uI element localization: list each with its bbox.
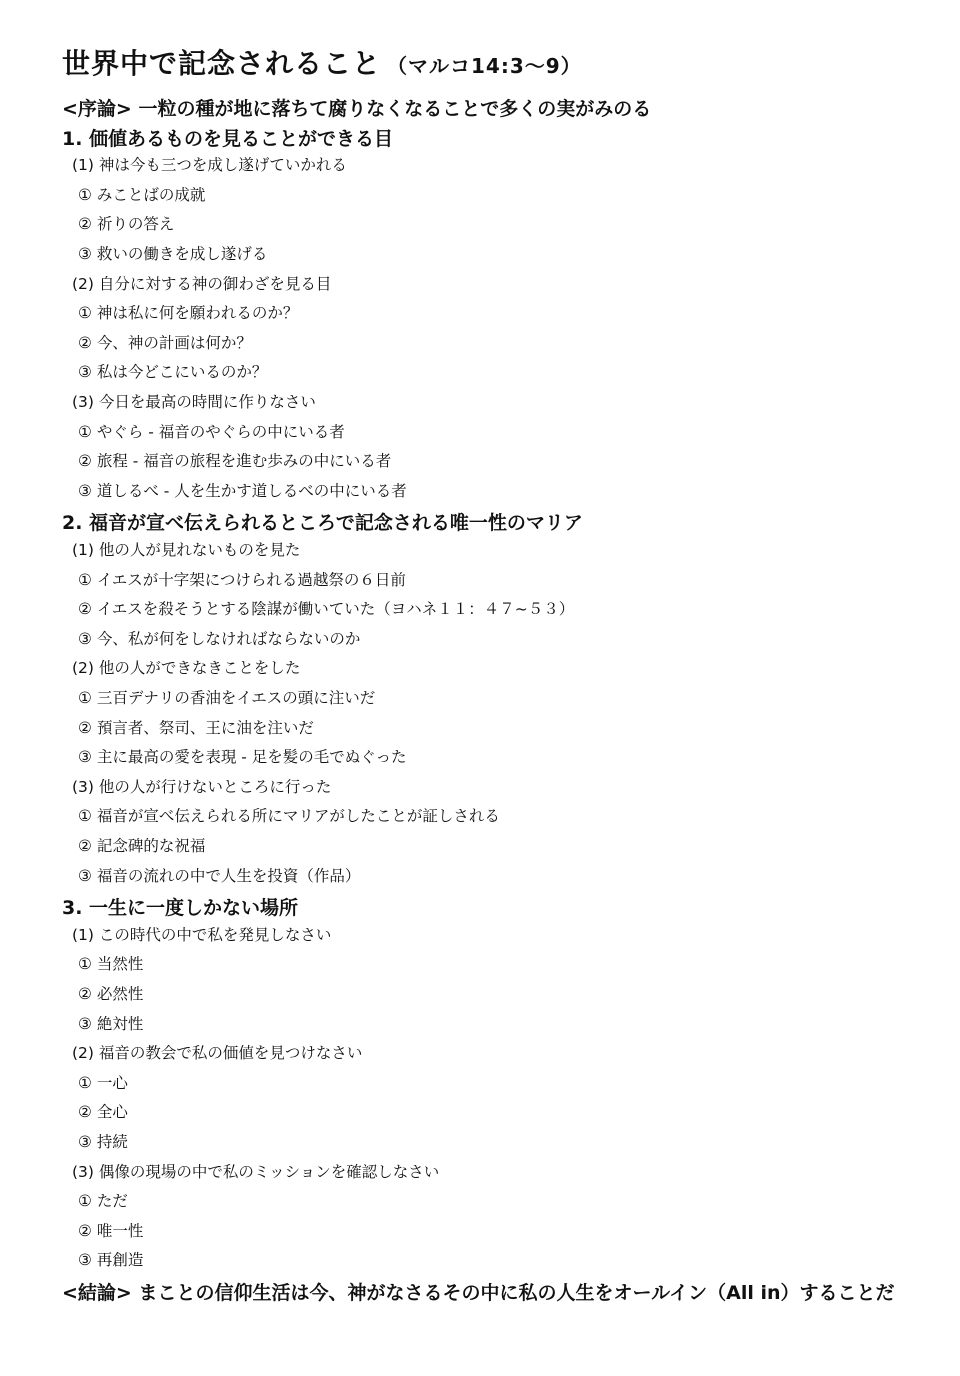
subsection-item: (3) 今日を最高の時間に作りなさい (72, 393, 316, 411)
subsection-item: (3) 他の人が行けないところに行った (72, 777, 332, 796)
list-item: ③ 私は今どこにいるのか？ (78, 363, 268, 382)
list-item: ③ 再創造 (78, 1251, 144, 1270)
list-item: ③ 持続 (78, 1133, 128, 1151)
list-item: ③ 救いの働きを成し遂げる (78, 245, 268, 263)
subsection-item: (2) 福音の教会で私の価値を見つけなさい (72, 1044, 363, 1063)
list-item: ② 預言者、祭司、王に油を注いだ (78, 718, 314, 737)
list-item: ② 祈りの答え (78, 215, 175, 234)
list-item: ① 福音が宣べ伝えられる所にマリアがしたことが証しされる (78, 807, 500, 826)
section-heading: 2. 福音が宣べ伝えられるところで記念される唯一性のマリア (62, 512, 583, 535)
list-item: ② 記念碑的な祝福 (78, 837, 206, 855)
list-item: ③ 絶対性 (78, 1014, 144, 1033)
list-item: ② 唯一性 (78, 1221, 144, 1240)
list-item: ② 今、神の計画は何か？ (78, 333, 252, 352)
list-item: ① 神は私に何を願われるのか？ (78, 304, 299, 323)
list-item: ① みことばの成就 (78, 185, 206, 204)
list-item: ② 必然性 (78, 985, 144, 1003)
page-title (62, 42, 582, 82)
subsection-item: (2) 自分に対する神の御わざを見る目 (72, 274, 332, 293)
list-item: ① 三百デナリの香油をイエスの頭に注いだ (78, 689, 376, 707)
list-item: ① やぐら - 福音のやぐらの中にいる者 (78, 422, 345, 441)
section-heading: <序論> 一粒の種が地に落ちて腐りなくなることで多くの実がみのる (62, 98, 652, 120)
list-item: ① 一心 (78, 1073, 128, 1092)
subsection-item: (3) 偶像の現場の中で私のミッションを確認しなさい (72, 1162, 440, 1181)
subsection-item: (1) 神は今も三つを成し遂げていかれる (72, 156, 347, 175)
list-item: ① ただ (78, 1192, 128, 1211)
list-item: ① 当然性 (78, 955, 144, 974)
section-heading: <結論> まことの信仰生活は今、神がなさるその中に私の人生をオールイン（All in）することだ (62, 1282, 895, 1304)
list-item: ① イエスが十字架につけられる過越祭の６日前 (78, 570, 406, 589)
list-item: ③ 福音の流れの中で人生を投資（作品） (78, 866, 361, 885)
title-reference: （マルコ14:3～9） (387, 54, 582, 78)
section-heading: 3. 一生に一度しかない場所 (62, 897, 299, 920)
list-item: ③ 主に最高の愛を表現 - 足を髪の毛でぬぐった (78, 748, 407, 767)
section-heading: 1. 価値あるものを見ることができる目 (62, 127, 394, 150)
subsection-item: (1) 他の人が見れないものを見た (72, 541, 301, 559)
list-item: ② イエスを殺そうとする陰謀が働いていた（ヨハネ１１：４７~５３） (78, 600, 575, 619)
list-item: ② 全心 (78, 1103, 128, 1122)
title-text: 世界中で記念されること (62, 47, 382, 80)
list-item: ③ 道しるべ - 人を生かす道しるべの中にいる者 (78, 481, 407, 500)
subsection-item: (1) この時代の中で私を発見しなさい (72, 925, 332, 944)
subsection-item: (2) 他の人ができなきことをした (72, 659, 301, 678)
list-item: ③ 今、私が何をしなければならないのか (78, 629, 361, 648)
list-item: ② 旅程 - 福音の旅程を進む歩みの中にいる者 (78, 452, 392, 471)
